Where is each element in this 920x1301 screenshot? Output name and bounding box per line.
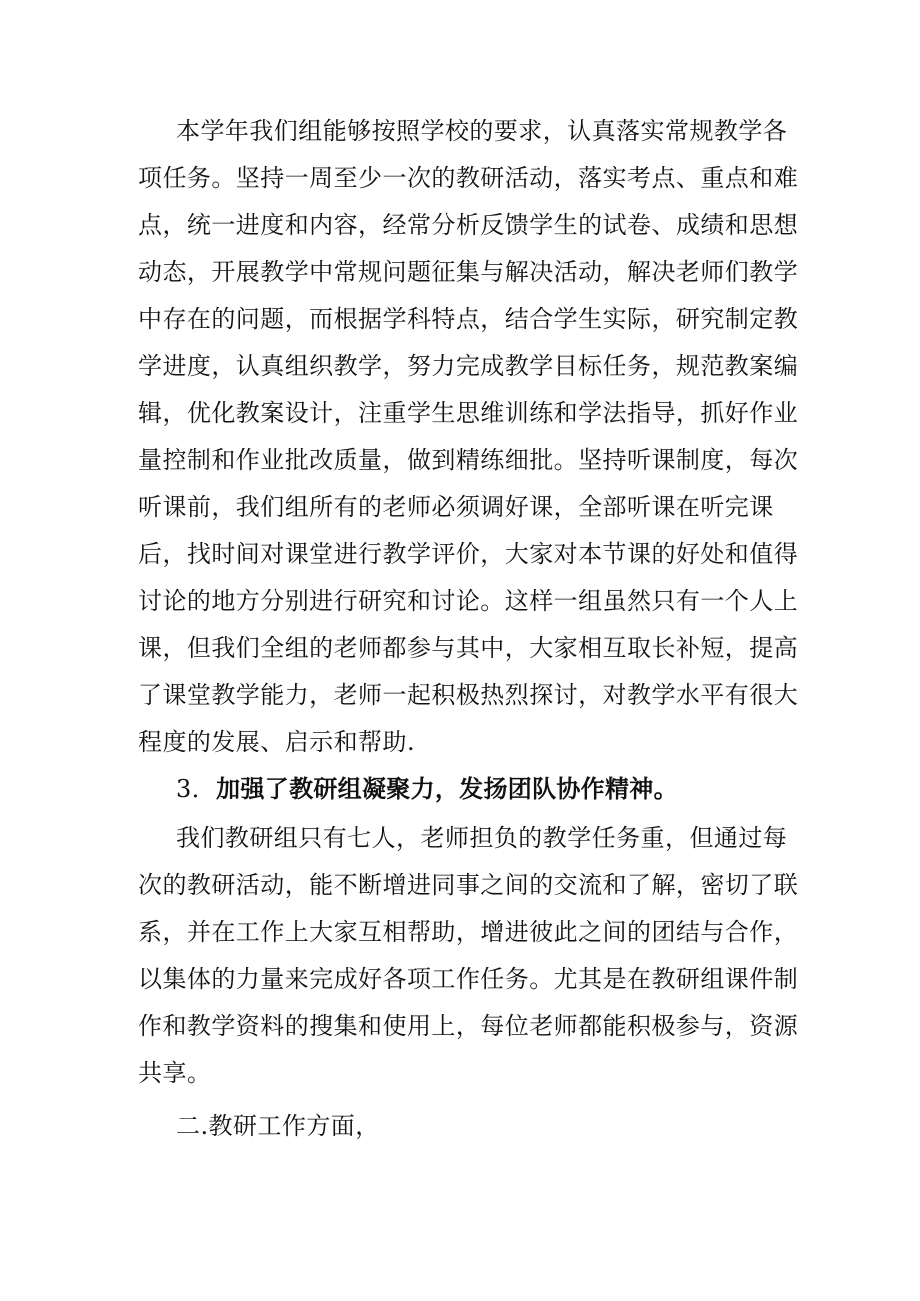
text-line: 我们教研组只有七人，老师担负的教学任务重，但通过每 — [176, 824, 788, 852]
text-line: 课，但我们全组的老师都参与其中，大家相互取长补短，提高 — [138, 634, 799, 662]
text-line: 点，统一进度和内容，经常分析反馈学生的试卷、成绩和思想 — [138, 211, 799, 239]
text-line: 项任务。坚持一周至少一次的教研活动，落实考点、重点和难 — [138, 164, 799, 192]
text-line: 共享。 — [138, 1059, 212, 1087]
text-line: 动态，开展教学中常规问题征集与解决活动，解决老师们教学 — [138, 258, 799, 286]
heading-number: 3． — [176, 775, 217, 803]
text-line: 听课前，我们组所有的老师必须调好课，全部听课在听完课 — [138, 493, 774, 521]
text-line: 量控制和作业批改质量，做到精练细批。坚持听课制度，每次 — [138, 446, 799, 474]
text-line: 次的教研活动，能不断增进同事之间的交流和了解，密切了联 — [138, 871, 799, 899]
section-heading-3 — [176, 774, 678, 804]
text-line: 以集体的力量来完成好各项工作任务。尤其是在教研组课件制 — [138, 965, 799, 993]
text-line: 程度的发展、启示和帮助. — [138, 728, 416, 756]
text-line: 作和教学资料的搜集和使用上，每位老师都能积极参与，资源 — [138, 1012, 799, 1040]
section-heading-2: 二.教研工作方面， — [176, 1112, 380, 1140]
text-line: 了课堂教学能力，老师一起积极热烈探讨，对教学水平有很大 — [138, 681, 799, 709]
text-line: 辑，优化教案设计，注重学生思维训练和学法指导，抓好作业 — [138, 399, 799, 427]
text-line: 本学年我们组能够按照学校的要求，认真落实常规教学各 — [176, 117, 788, 145]
text-line: 讨论的地方分别进行研究和讨论。这样一组虽然只有一个人上 — [138, 587, 799, 615]
heading-text: 加强了教研组凝聚力，发扬团队协作精神。 — [216, 775, 678, 803]
text-line: 中存在的问题，而根据学科特点，结合学生实际，研究制定教 — [138, 305, 799, 333]
text-line: 学进度，认真组织教学，努力完成教学目标任务，规范教案编 — [138, 352, 799, 380]
text-line: 后，找时间对课堂进行教学评价，大家对本节课的好处和值得 — [138, 540, 799, 568]
text-line: 系，并在工作上大家互相帮助，增进彼此之间的团结与合作， — [138, 918, 799, 946]
